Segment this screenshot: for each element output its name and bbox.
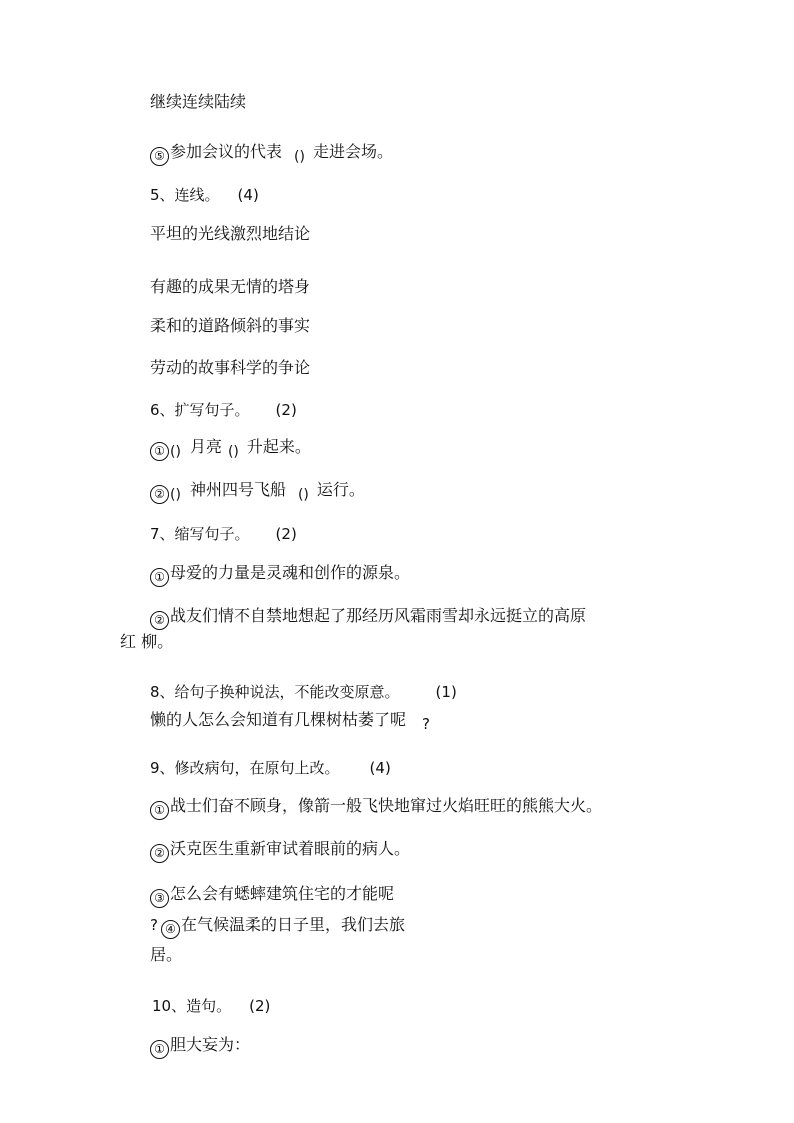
sentence-part: 神州四号飞船 bbox=[189, 480, 286, 499]
condense-item bbox=[150, 606, 586, 630]
condense-item bbox=[150, 563, 410, 587]
question-5-item bbox=[150, 142, 393, 166]
revise-item bbox=[150, 796, 602, 820]
circled-number: ① bbox=[150, 442, 169, 461]
question-mark: ? bbox=[422, 715, 430, 733]
blank-parentheses[interactable]: () bbox=[170, 487, 181, 503]
blank-parentheses[interactable]: () bbox=[227, 444, 239, 460]
word-options: 继续连续陆续 bbox=[150, 92, 247, 111]
section-7-heading bbox=[150, 524, 297, 544]
section-10-heading bbox=[152, 996, 270, 1016]
section-title: 5、连线。 bbox=[150, 186, 220, 204]
sentence-text: 胆大妄为： bbox=[170, 1035, 251, 1054]
revise-item bbox=[150, 884, 394, 908]
blank-parentheses[interactable]: () bbox=[170, 444, 181, 460]
sentence-making-item bbox=[150, 1035, 250, 1059]
sentence-part: 月亮 bbox=[189, 437, 222, 456]
matching-row: 平坦的光线激烈地结论 bbox=[150, 224, 311, 243]
circled-number: ② bbox=[150, 611, 169, 630]
sentence-text: 战士们奋不顾身，像箭一般飞快地窜过火焰旺旺的熊熊大火。 bbox=[170, 796, 603, 815]
matching-row: 柔和的道路倾斜的事实 bbox=[150, 316, 311, 335]
sentence-continuation: 红 柳。 bbox=[120, 632, 174, 651]
expand-item bbox=[150, 480, 365, 504]
section-6-heading bbox=[150, 400, 297, 420]
blank-parentheses[interactable]: () bbox=[294, 149, 305, 165]
sentence-continuation: 居。 bbox=[150, 945, 183, 964]
sentence-part: 参加会议的代表 bbox=[170, 142, 283, 161]
circled-number: ② bbox=[150, 485, 169, 504]
section-points: (4) bbox=[369, 759, 391, 777]
rewrite-item bbox=[150, 710, 430, 733]
sentence-part: 运行。 bbox=[316, 480, 365, 499]
circled-number: ① bbox=[150, 801, 169, 820]
sentence-text: 在气候温柔的日子里，我们去旅 bbox=[180, 915, 405, 934]
blank-parentheses[interactable]: () bbox=[297, 487, 309, 503]
circled-number: ① bbox=[150, 568, 169, 587]
sentence-text: 懒的人怎么会知道有几棵树枯萎了呢 bbox=[150, 710, 407, 729]
circled-number: ② bbox=[150, 844, 169, 863]
sentence-part: 走进会场。 bbox=[312, 142, 393, 161]
question-mark: ? bbox=[150, 916, 158, 934]
section-title: 6、扩写句子。 bbox=[150, 401, 250, 419]
sentence-part: 升起来。 bbox=[246, 437, 311, 456]
expand-item bbox=[150, 437, 311, 461]
circled-number: ③ bbox=[150, 889, 169, 908]
sentence-text: 沃克医生重新审试着眼前的病人。 bbox=[170, 839, 411, 858]
section-points: (4) bbox=[237, 186, 259, 204]
revise-item bbox=[150, 915, 405, 939]
sentence-text: 母爱的力量是灵魂和创作的源泉。 bbox=[170, 563, 411, 582]
matching-row: 劳动的故事科学的争论 bbox=[150, 358, 311, 377]
sentence-text: 战友们情不自禁地想起了那经历风霜雨雪却永远挺立的高原 bbox=[170, 606, 587, 625]
section-title: 10、造句。 bbox=[152, 997, 232, 1015]
matching-row: 有趣的成果无情的塔身 bbox=[150, 277, 311, 296]
section-points: (2) bbox=[275, 525, 297, 543]
circled-number: ① bbox=[150, 1040, 169, 1059]
section-title: 7、缩写句子。 bbox=[150, 525, 250, 543]
section-points: (2) bbox=[249, 997, 271, 1015]
revise-item bbox=[150, 839, 410, 863]
section-points: (2) bbox=[275, 401, 297, 419]
sentence-text: 怎么会有蟋蟀建筑住宅的才能呢 bbox=[170, 884, 395, 903]
circled-number: ⑤ bbox=[150, 147, 169, 166]
section-points: (1) bbox=[435, 683, 457, 701]
section-title: 9、修改病句，在原句上改。 bbox=[150, 759, 340, 777]
section-8-heading bbox=[150, 682, 457, 702]
circled-number: ④ bbox=[161, 920, 180, 939]
section-title: 8、给句子换种说法，不能改变原意。 bbox=[150, 683, 400, 701]
section-5-heading bbox=[150, 185, 259, 205]
section-9-heading bbox=[150, 758, 391, 778]
